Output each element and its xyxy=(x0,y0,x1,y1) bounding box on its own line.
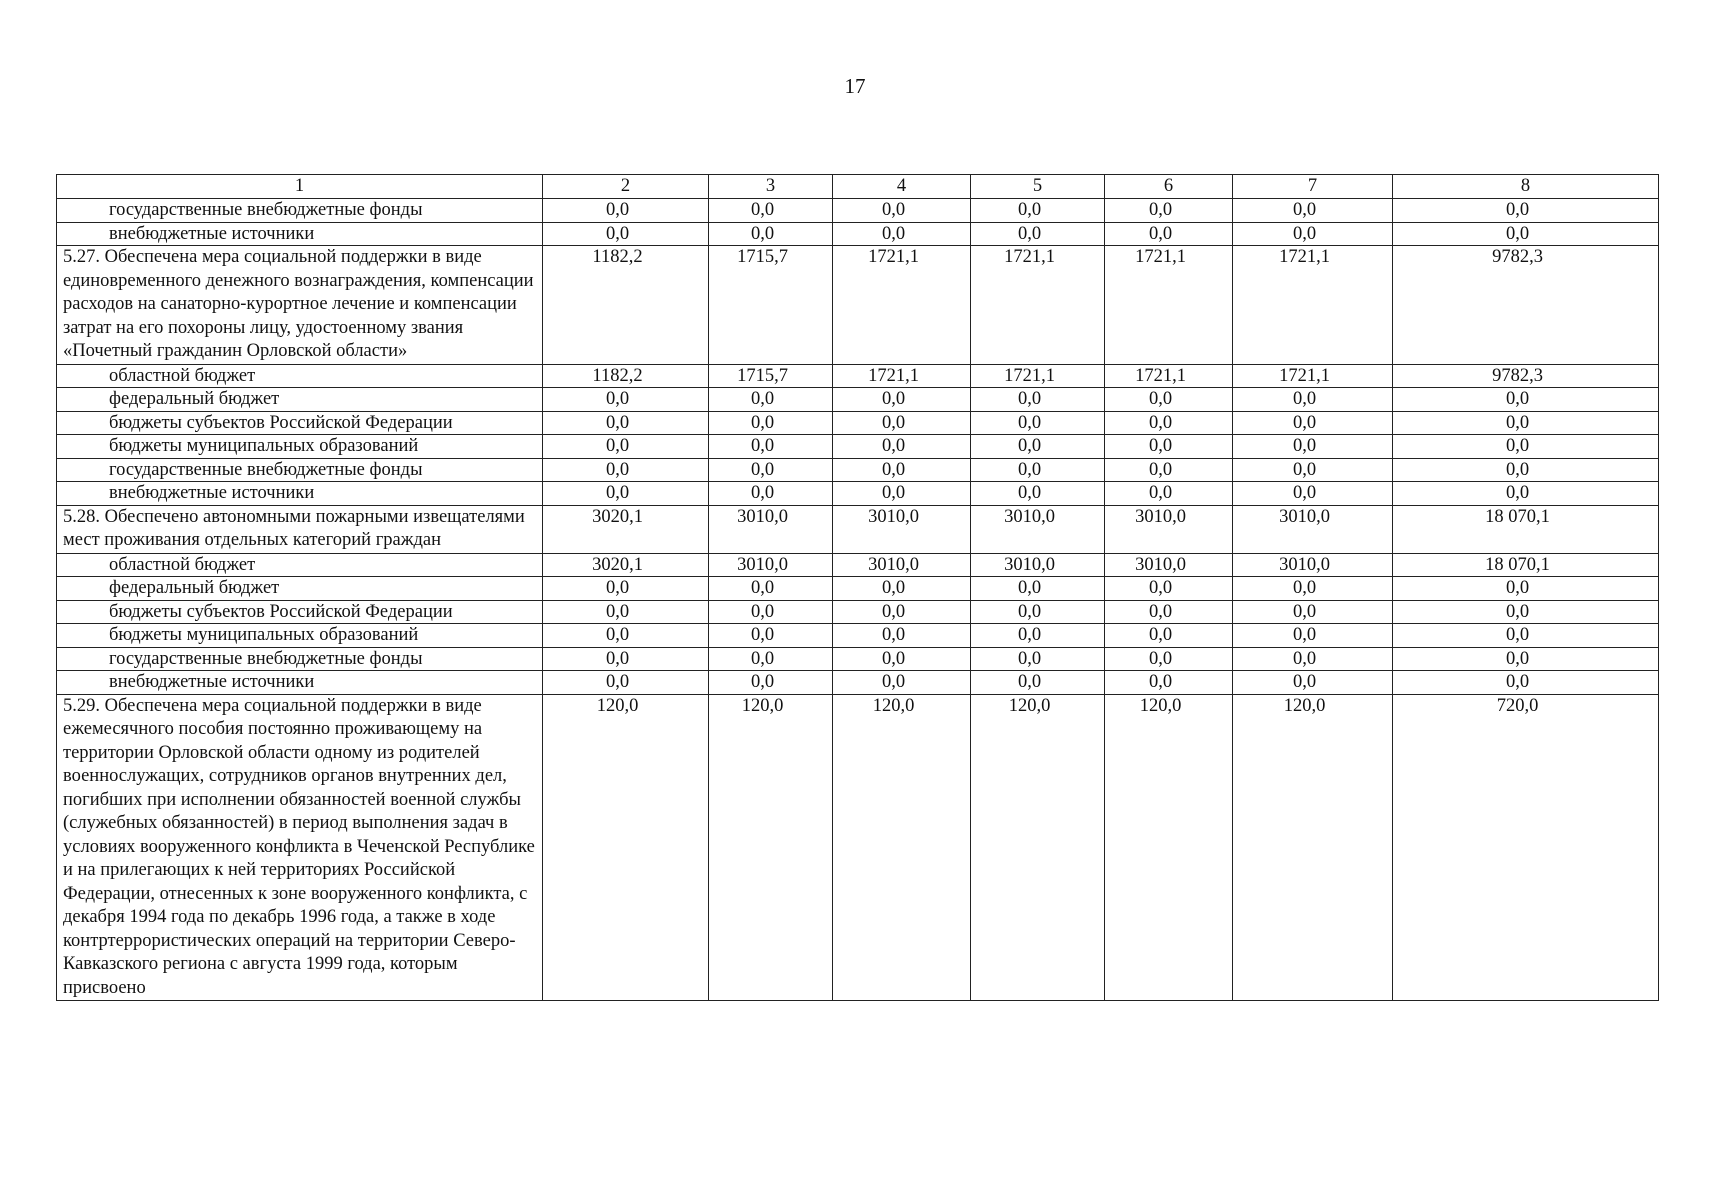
column-header-4: 4 xyxy=(833,175,971,199)
value-cell-col-8: 0,0 xyxy=(1393,435,1659,459)
value-cell-col-4: 0,0 xyxy=(833,411,971,435)
value-cell-col-8: 0,0 xyxy=(1393,411,1659,435)
value-cell-col-6: 0,0 xyxy=(1105,647,1233,671)
value-cell-col-8: 720,0 xyxy=(1393,694,1659,1001)
value-cell-col-8: 0,0 xyxy=(1393,671,1659,695)
value-cell-col-8: 0,0 xyxy=(1393,624,1659,648)
table-row xyxy=(57,411,1659,435)
table-row xyxy=(57,647,1659,671)
table-body xyxy=(57,199,1659,1001)
column-header-3: 3 xyxy=(709,175,833,199)
value-cell-col-4: 0,0 xyxy=(833,435,971,459)
value-cell-col-8: 9782,3 xyxy=(1393,246,1659,365)
value-cell-col-3: 0,0 xyxy=(709,411,833,435)
value-cell-col-7: 0,0 xyxy=(1233,577,1393,601)
value-cell-col-4: 0,0 xyxy=(833,222,971,246)
section-row xyxy=(57,505,1659,553)
value-cell-col-2: 3020,1 xyxy=(543,553,709,577)
value-cell-col-3: 0,0 xyxy=(709,388,833,412)
column-header-7: 7 xyxy=(1233,175,1393,199)
funding-source-label: бюджеты субъектов Российской Федерации xyxy=(57,411,543,435)
value-cell-col-6: 0,0 xyxy=(1105,388,1233,412)
funding-source-label: бюджеты муниципальных образований xyxy=(57,624,543,648)
value-cell-col-6: 3010,0 xyxy=(1105,505,1233,553)
funding-source-label: государственные внебюджетные фонды xyxy=(57,458,543,482)
value-cell-col-8: 0,0 xyxy=(1393,577,1659,601)
value-cell-col-4: 120,0 xyxy=(833,694,971,1001)
value-cell-col-7: 1721,1 xyxy=(1233,364,1393,388)
value-cell-col-4: 0,0 xyxy=(833,482,971,506)
value-cell-col-2: 0,0 xyxy=(543,482,709,506)
value-cell-col-4: 0,0 xyxy=(833,458,971,482)
column-header-8: 8 xyxy=(1393,175,1659,199)
value-cell-col-8: 0,0 xyxy=(1393,600,1659,624)
value-cell-col-5: 0,0 xyxy=(971,671,1105,695)
table-row xyxy=(57,624,1659,648)
value-cell-col-7: 3010,0 xyxy=(1233,553,1393,577)
value-cell-col-4: 0,0 xyxy=(833,624,971,648)
value-cell-col-3: 3010,0 xyxy=(709,553,833,577)
funding-source-label: внебюджетные источники xyxy=(57,222,543,246)
page-number: 17 xyxy=(844,74,866,98)
value-cell-col-2: 120,0 xyxy=(543,694,709,1001)
value-cell-col-5: 0,0 xyxy=(971,435,1105,459)
value-cell-col-6: 0,0 xyxy=(1105,199,1233,223)
value-cell-col-5: 0,0 xyxy=(971,199,1105,223)
value-cell-col-5: 0,0 xyxy=(971,577,1105,601)
value-cell-col-8: 0,0 xyxy=(1393,482,1659,506)
value-cell-col-7: 0,0 xyxy=(1233,624,1393,648)
funding-source-label: областной бюджет xyxy=(57,364,543,388)
value-cell-col-6: 0,0 xyxy=(1105,671,1233,695)
value-cell-col-5: 1721,1 xyxy=(971,364,1105,388)
value-cell-col-5: 120,0 xyxy=(971,694,1105,1001)
funding-source-label: областной бюджет xyxy=(57,553,543,577)
table-row xyxy=(57,435,1659,459)
value-cell-col-5: 0,0 xyxy=(971,388,1105,412)
budget-table xyxy=(56,174,1659,1001)
value-cell-col-2: 1182,2 xyxy=(543,364,709,388)
value-cell-col-8: 9782,3 xyxy=(1393,364,1659,388)
value-cell-col-4: 1721,1 xyxy=(833,364,971,388)
value-cell-col-4: 0,0 xyxy=(833,199,971,223)
value-cell-col-6: 1721,1 xyxy=(1105,364,1233,388)
value-cell-col-7: 0,0 xyxy=(1233,458,1393,482)
funding-source-label: внебюджетные источники xyxy=(57,482,543,506)
table-row xyxy=(57,600,1659,624)
value-cell-col-5: 1721,1 xyxy=(971,246,1105,365)
value-cell-col-7: 0,0 xyxy=(1233,388,1393,412)
value-cell-col-5: 0,0 xyxy=(971,482,1105,506)
value-cell-col-2: 0,0 xyxy=(543,411,709,435)
value-cell-col-6: 0,0 xyxy=(1105,458,1233,482)
table-row xyxy=(57,199,1659,223)
section-description: 5.28. Обеспечено автономными пожарными извещателями мест проживания отдельных категорий граждан xyxy=(57,505,543,553)
value-cell-col-5: 0,0 xyxy=(971,411,1105,435)
value-cell-col-4: 0,0 xyxy=(833,671,971,695)
table-row xyxy=(57,458,1659,482)
value-cell-col-2: 0,0 xyxy=(543,577,709,601)
section-description: 5.27. Обеспечена мера социальной поддержки в виде единовременного денежного вознаграждения, компенсации расходов на санаторно-курортное лечение и компенсации затрат на его похороны лицу, удостоенному звания «Почетный гражданин Орловской области» xyxy=(57,246,543,365)
table-row xyxy=(57,364,1659,388)
table-row xyxy=(57,388,1659,412)
value-cell-col-3: 0,0 xyxy=(709,458,833,482)
column-header-5: 5 xyxy=(971,175,1105,199)
value-cell-col-2: 0,0 xyxy=(543,647,709,671)
funding-source-label: федеральный бюджет xyxy=(57,577,543,601)
value-cell-col-2: 0,0 xyxy=(543,600,709,624)
column-header-1: 1 xyxy=(57,175,543,199)
value-cell-col-4: 3010,0 xyxy=(833,553,971,577)
value-cell-col-3: 0,0 xyxy=(709,624,833,648)
value-cell-col-6: 120,0 xyxy=(1105,694,1233,1001)
funding-source-label: государственные внебюджетные фонды xyxy=(57,199,543,223)
value-cell-col-7: 1721,1 xyxy=(1233,246,1393,365)
value-cell-col-8: 0,0 xyxy=(1393,199,1659,223)
value-cell-col-7: 0,0 xyxy=(1233,435,1393,459)
value-cell-col-6: 0,0 xyxy=(1105,222,1233,246)
value-cell-col-6: 1721,1 xyxy=(1105,246,1233,365)
funding-source-label: федеральный бюджет xyxy=(57,388,543,412)
value-cell-col-3: 0,0 xyxy=(709,671,833,695)
value-cell-col-5: 0,0 xyxy=(971,458,1105,482)
value-cell-col-5: 0,0 xyxy=(971,647,1105,671)
value-cell-col-4: 3010,0 xyxy=(833,505,971,553)
value-cell-col-6: 0,0 xyxy=(1105,624,1233,648)
value-cell-col-2: 0,0 xyxy=(543,458,709,482)
column-header-6: 6 xyxy=(1105,175,1233,199)
funding-source-label: бюджеты субъектов Российской Федерации xyxy=(57,600,543,624)
value-cell-col-3: 0,0 xyxy=(709,199,833,223)
value-cell-col-6: 0,0 xyxy=(1105,482,1233,506)
value-cell-col-3: 3010,0 xyxy=(709,505,833,553)
value-cell-col-3: 0,0 xyxy=(709,647,833,671)
value-cell-col-2: 0,0 xyxy=(543,624,709,648)
section-description: 5.29. Обеспечена мера социальной поддержки в виде ежемесячного пособия постоянно проживающему на территории Орловской области одному из родителей военнослужащих, сотрудников органов внутренних дел, погибших при исполнении обязанностей военной службы (служебных обязанностей) в период выполнения задач в условиях вооруженного конфликта в Чеченской Республике и на прилегающих к ней территориях Российской Федерации, отнесенных к зоне вооруженного конфликта, с декабря 1994 года по декабрь 1996 года, а также в ходе контртеррористических операций на территории Северо-Кавказского региона с августа 1999 года, которым присвоено xyxy=(57,694,543,1001)
section-row xyxy=(57,246,1659,365)
value-cell-col-2: 3020,1 xyxy=(543,505,709,553)
value-cell-col-8: 0,0 xyxy=(1393,388,1659,412)
value-cell-col-3: 0,0 xyxy=(709,577,833,601)
value-cell-col-6: 3010,0 xyxy=(1105,553,1233,577)
value-cell-col-7: 0,0 xyxy=(1233,600,1393,624)
value-cell-col-8: 18 070,1 xyxy=(1393,505,1659,553)
value-cell-col-3: 0,0 xyxy=(709,600,833,624)
value-cell-col-3: 1715,7 xyxy=(709,246,833,365)
value-cell-col-2: 0,0 xyxy=(543,222,709,246)
table-row xyxy=(57,577,1659,601)
table-row xyxy=(57,671,1659,695)
value-cell-col-2: 1182,2 xyxy=(543,246,709,365)
value-cell-col-4: 0,0 xyxy=(833,647,971,671)
value-cell-col-7: 0,0 xyxy=(1233,199,1393,223)
table-row xyxy=(57,222,1659,246)
value-cell-col-3: 0,0 xyxy=(709,435,833,459)
value-cell-col-5: 0,0 xyxy=(971,600,1105,624)
value-cell-col-2: 0,0 xyxy=(543,435,709,459)
value-cell-col-4: 0,0 xyxy=(833,600,971,624)
value-cell-col-3: 120,0 xyxy=(709,694,833,1001)
value-cell-col-2: 0,0 xyxy=(543,388,709,412)
header-row xyxy=(57,175,1659,199)
value-cell-col-6: 0,0 xyxy=(1105,435,1233,459)
value-cell-col-6: 0,0 xyxy=(1105,411,1233,435)
value-cell-col-7: 0,0 xyxy=(1233,671,1393,695)
value-cell-col-4: 1721,1 xyxy=(833,246,971,365)
value-cell-col-5: 0,0 xyxy=(971,624,1105,648)
value-cell-col-7: 3010,0 xyxy=(1233,505,1393,553)
value-cell-col-4: 0,0 xyxy=(833,577,971,601)
value-cell-col-8: 18 070,1 xyxy=(1393,553,1659,577)
funding-source-label: бюджеты муниципальных образований xyxy=(57,435,543,459)
value-cell-col-3: 1715,7 xyxy=(709,364,833,388)
value-cell-col-7: 120,0 xyxy=(1233,694,1393,1001)
value-cell-col-8: 0,0 xyxy=(1393,222,1659,246)
value-cell-col-4: 0,0 xyxy=(833,388,971,412)
funding-source-label: государственные внебюджетные фонды xyxy=(57,647,543,671)
value-cell-col-8: 0,0 xyxy=(1393,647,1659,671)
value-cell-col-7: 0,0 xyxy=(1233,482,1393,506)
table-row xyxy=(57,553,1659,577)
section-row xyxy=(57,694,1659,1001)
value-cell-col-5: 3010,0 xyxy=(971,505,1105,553)
value-cell-col-3: 0,0 xyxy=(709,222,833,246)
table-row xyxy=(57,482,1659,506)
value-cell-col-6: 0,0 xyxy=(1105,577,1233,601)
value-cell-col-2: 0,0 xyxy=(543,199,709,223)
column-header-2: 2 xyxy=(543,175,709,199)
value-cell-col-7: 0,0 xyxy=(1233,411,1393,435)
value-cell-col-3: 0,0 xyxy=(709,482,833,506)
funding-source-label: внебюджетные источники xyxy=(57,671,543,695)
value-cell-col-2: 0,0 xyxy=(543,671,709,695)
value-cell-col-7: 0,0 xyxy=(1233,647,1393,671)
value-cell-col-8: 0,0 xyxy=(1393,458,1659,482)
value-cell-col-7: 0,0 xyxy=(1233,222,1393,246)
value-cell-col-6: 0,0 xyxy=(1105,600,1233,624)
value-cell-col-5: 3010,0 xyxy=(971,553,1105,577)
value-cell-col-5: 0,0 xyxy=(971,222,1105,246)
